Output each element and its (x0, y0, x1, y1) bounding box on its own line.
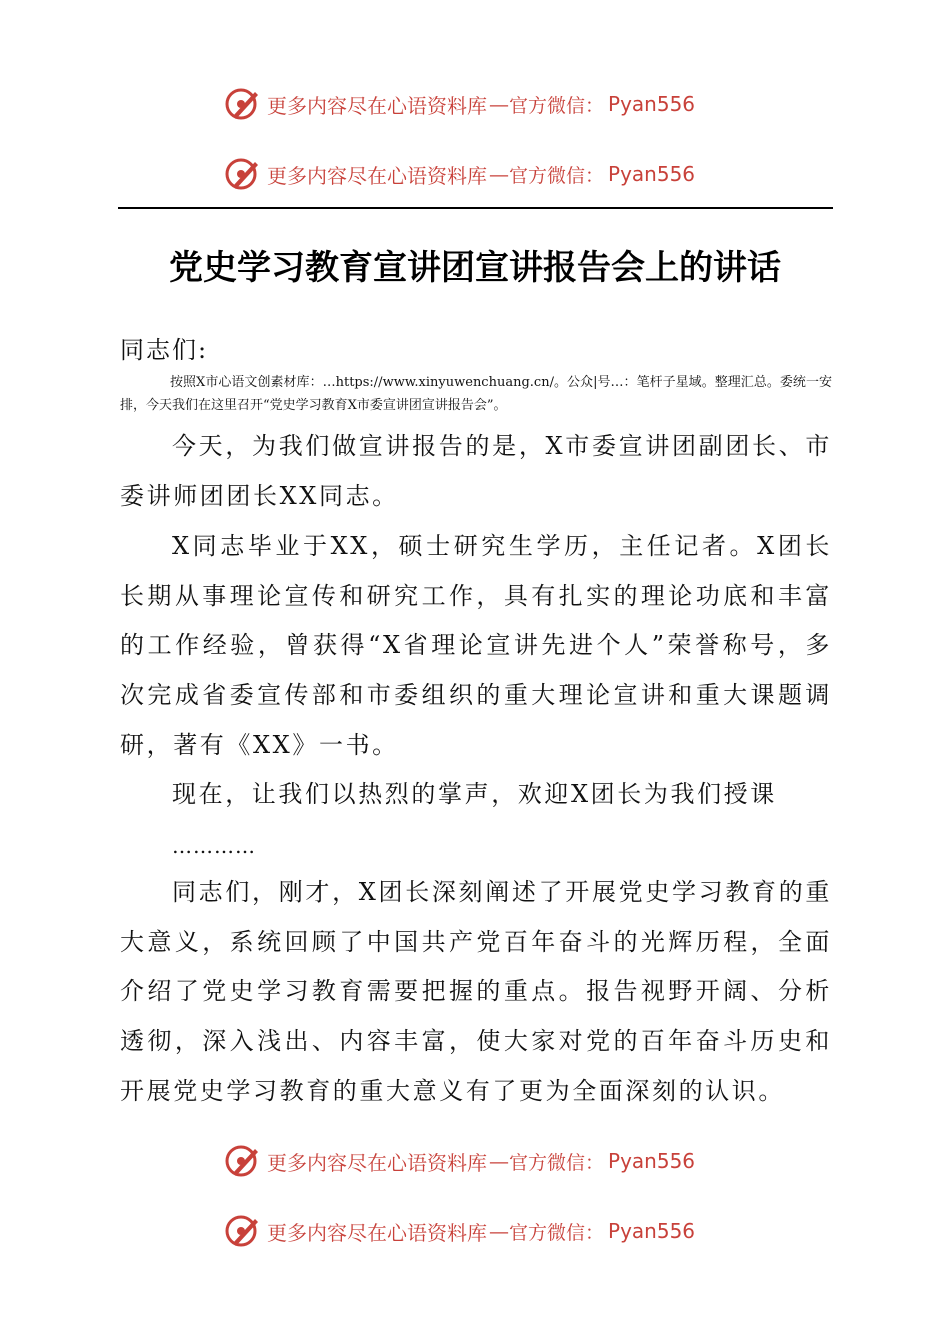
watermark-banner-bottom-2 (225, 1211, 695, 1251)
watermark-banner-top-1 (225, 84, 695, 124)
watermark-banner-top-2 (225, 154, 695, 194)
watermark-wechat-label: 官方微信： (509, 1151, 605, 1174)
greeting: 同志们: (120, 336, 209, 364)
watermark-account: Pyan556 (608, 162, 696, 186)
pen-logo-icon (225, 86, 261, 122)
paragraph-1: 今天，为我们做宣讲报告的是，X市委宣讲团副团长、市委讲师团团长XX同志。 (120, 432, 832, 510)
pen-logo-icon (225, 1143, 261, 1179)
document-title: 党史学习教育宣讲团宣讲报告会上的讲话 (169, 248, 781, 288)
watermark-banner-bottom-1 (225, 1141, 695, 1181)
watermark-dash: — (489, 1219, 507, 1243)
paragraph-4: 同志们，刚才，X团长深刻阐述了开展党史学习教育的重大意义，系统回顾了中国共产党百年奋斗的光辉历程，全面介绍了党史学习教育需要把握的重点。报告视野开阔、分析透彻，深入浅出、内容丰富，使大家对党的百年奋斗历史和开展党史学习教育的重大意义有了更为全面深刻的认识。 (120, 878, 832, 1105)
watermark-text: 更多内容尽在心语资料库 (267, 1150, 487, 1175)
watermark-text: 更多内容尽在心语资料库 (267, 1220, 487, 1245)
intro-small-text: 按照X市心语文创素材库：…https://www.xinyuwenchuang.cn/。公众|号…：笔杆子星域。整理汇总。委统一安排，今天我们在这里召开“党史学习教育X市委宣讲团宣讲报告会”。 (120, 375, 832, 413)
paragraph-3: 现在，让我们以热烈的掌声，欢迎X团长为我们授课 (172, 780, 777, 808)
watermark-wechat-label: 官方微信： (509, 1221, 605, 1244)
pen-logo-icon (225, 156, 261, 192)
header-divider (118, 207, 833, 209)
watermark-dash: — (489, 162, 507, 186)
watermark-account: Pyan556 (608, 92, 696, 116)
watermark-text: 更多内容尽在心语资料库 (267, 93, 487, 118)
pen-logo-icon (225, 1213, 261, 1249)
watermark-account: Pyan556 (608, 1149, 696, 1173)
watermark-text: 更多内容尽在心语资料库 (267, 163, 487, 188)
ellipsis-line: ………… (172, 834, 256, 858)
paragraph-2: X同志毕业于XX，硕士研究生学历，主任记者。X团长长期从事理论宣传和研究工作，具有扎实的理论功底和丰富的工作经验，曾获得“X省理论宣讲先进个人”荣誉称号，多次完成省委宣传部和市委组织的重大理论宣讲和重大课题调研，著有《XX》一书。 (120, 532, 832, 759)
watermark-wechat-label: 官方微信： (509, 94, 605, 117)
watermark-dash: — (489, 92, 507, 116)
watermark-wechat-label: 官方微信： (509, 164, 605, 187)
watermark-dash: — (489, 1149, 507, 1173)
watermark-account: Pyan556 (608, 1219, 696, 1243)
